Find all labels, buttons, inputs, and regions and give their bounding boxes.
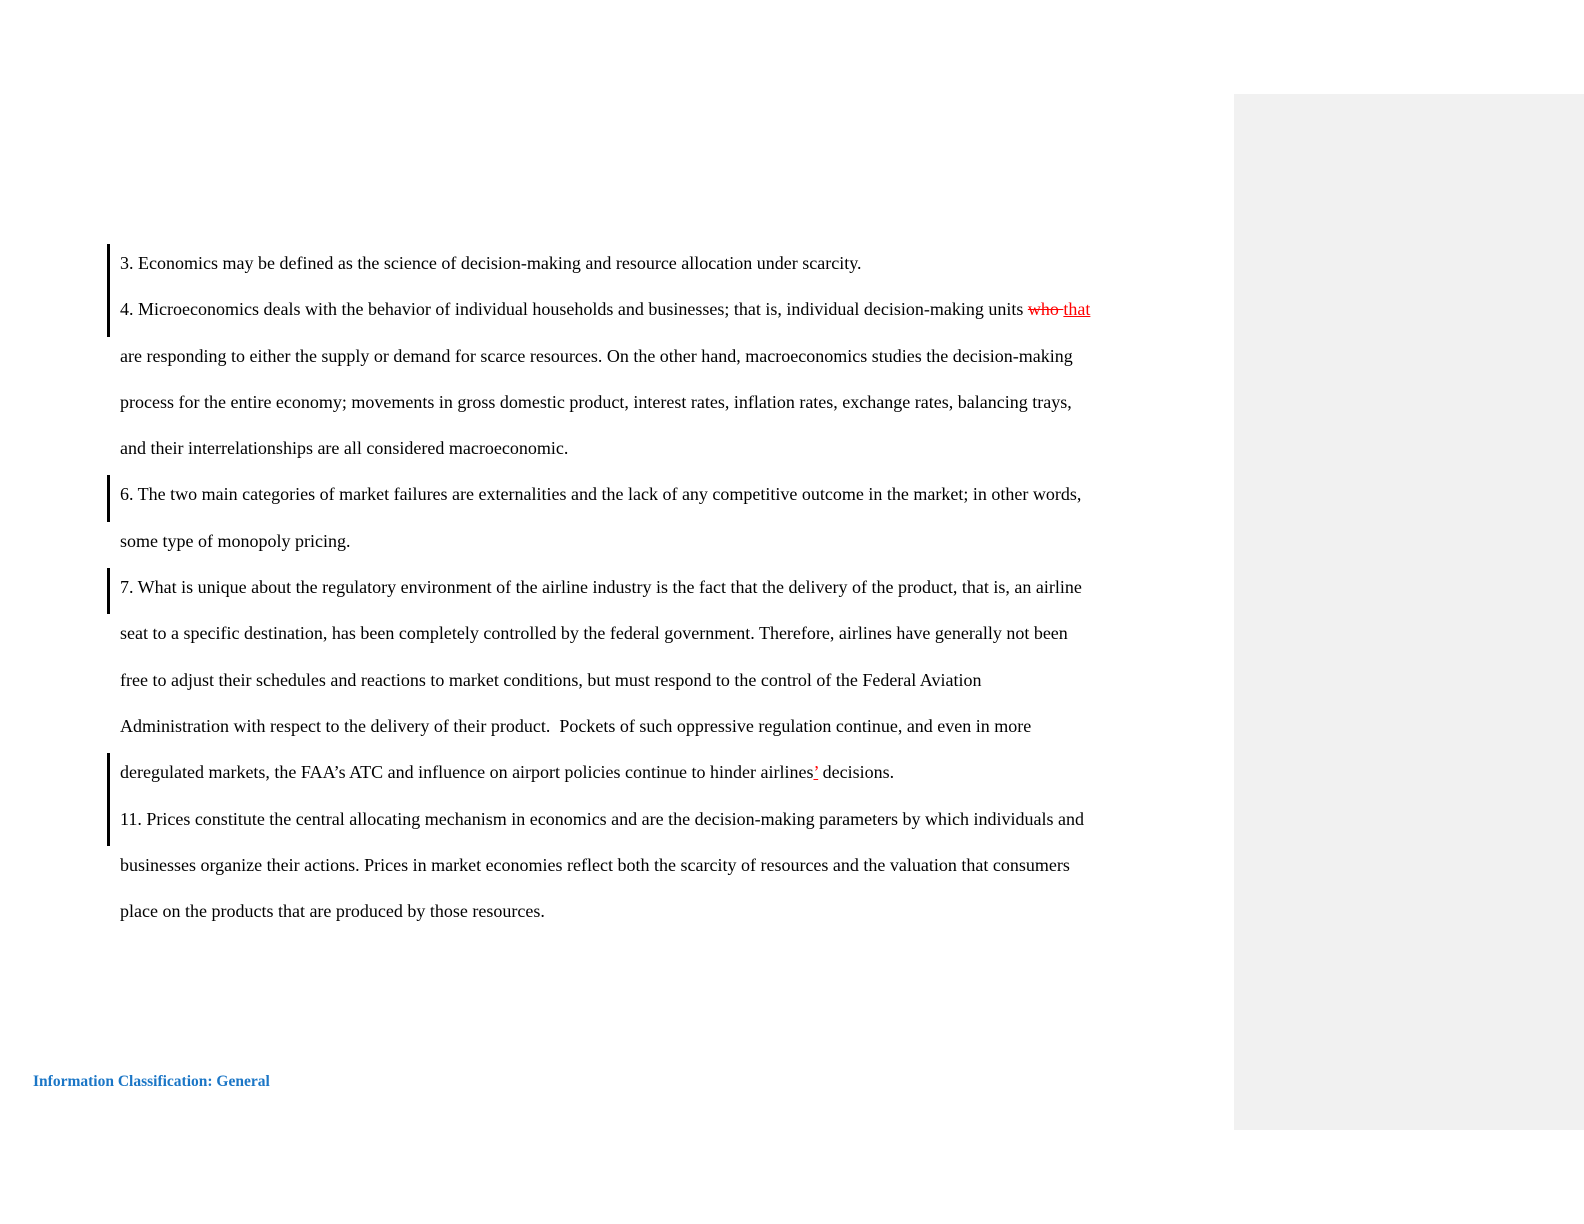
tracked-insertion-text: ’: [813, 762, 819, 783]
text-line[interactable]: [120, 657, 1230, 703]
text-run: 11. Prices constitute the central allocating mechanism in economics and are the decision-making parameters by which individuals and: [120, 808, 1085, 829]
text-run: process for the entire economy; movements in gross domestic product, interest rates, inflation rates, exchange rates, balancing trays,: [120, 391, 1072, 412]
text-run: are responding to either the supply or demand for scarce resources. On the other hand, macroeconomics studies the decision-making: [120, 345, 1073, 366]
document-text-area[interactable]: [120, 240, 1230, 934]
tracked-change-bar: [107, 568, 110, 614]
tracked-change-bar: [107, 753, 110, 799]
text-run: and their interrelationships are all considered macroeconomic.: [120, 438, 569, 459]
text-line[interactable]: [120, 471, 1230, 517]
text-run: 3. Economics may be defined as the science of decision-making and resource allocation under scarcity.: [120, 253, 862, 273]
text-line[interactable]: [120, 333, 1230, 379]
text-line[interactable]: [120, 286, 1230, 332]
text-line[interactable]: [120, 842, 1230, 888]
text-run: businesses organize their actions. Prices in market economies reflect both the scarcity of resources and the valuation that consumers: [120, 854, 1070, 875]
tracked-change-bar: [107, 800, 110, 846]
text-run: deregulated markets, the FAA’s ATC and influence on airport policies continue to hinder airlines: [120, 762, 814, 783]
tracked-change-bar: [107, 290, 110, 336]
text-run: seat to a specific destination, has been completely controlled by the federal government. Therefore, airlines have generally not been: [120, 623, 1068, 644]
markup-side-panel: [1234, 94, 1584, 1130]
text-line[interactable]: [120, 749, 1230, 795]
text-run: 4. Microeconomics deals with the behavior of individual households and businesses; that is, individual decision-making units: [120, 299, 1028, 320]
tracked-change-bar: [107, 475, 110, 521]
text-run: place on the products that are produced by those resources.: [120, 901, 545, 922]
tracked-insertion-text: that: [1063, 299, 1091, 320]
text-line[interactable]: [120, 703, 1230, 749]
text-line[interactable]: [120, 564, 1230, 610]
text-run: decisions.: [818, 762, 895, 783]
text-run: free to adjust their schedules and reactions to market conditions, but must respond to the control of the Federal Aviation: [120, 669, 982, 690]
text-line[interactable]: [120, 425, 1230, 471]
text-run: 6. The two main categories of market failures are externalities and the lack of any competitive outcome in the market; in other words,: [120, 484, 1082, 505]
text-line[interactable]: [120, 379, 1230, 425]
tracked-change-bar: [107, 244, 110, 290]
classification-footer: Information Classification: General: [33, 1073, 270, 1090]
text-line[interactable]: [120, 610, 1230, 656]
text-line[interactable]: [120, 518, 1230, 564]
tracked-deletion-text: who: [1027, 299, 1064, 320]
text-line[interactable]: [120, 888, 1230, 934]
text-run: some type of monopoly pricing.: [120, 530, 351, 551]
text-run: 7. What is unique about the regulatory environment of the airline industry is the fact that the delivery of the product, that is, an airline: [120, 577, 1082, 598]
text-line[interactable]: [120, 796, 1230, 842]
text-run: Administration with respect to the delivery of their product. Pockets of such oppressive regulation continue, and even in more: [120, 715, 1032, 736]
text-line[interactable]: [120, 240, 1230, 286]
